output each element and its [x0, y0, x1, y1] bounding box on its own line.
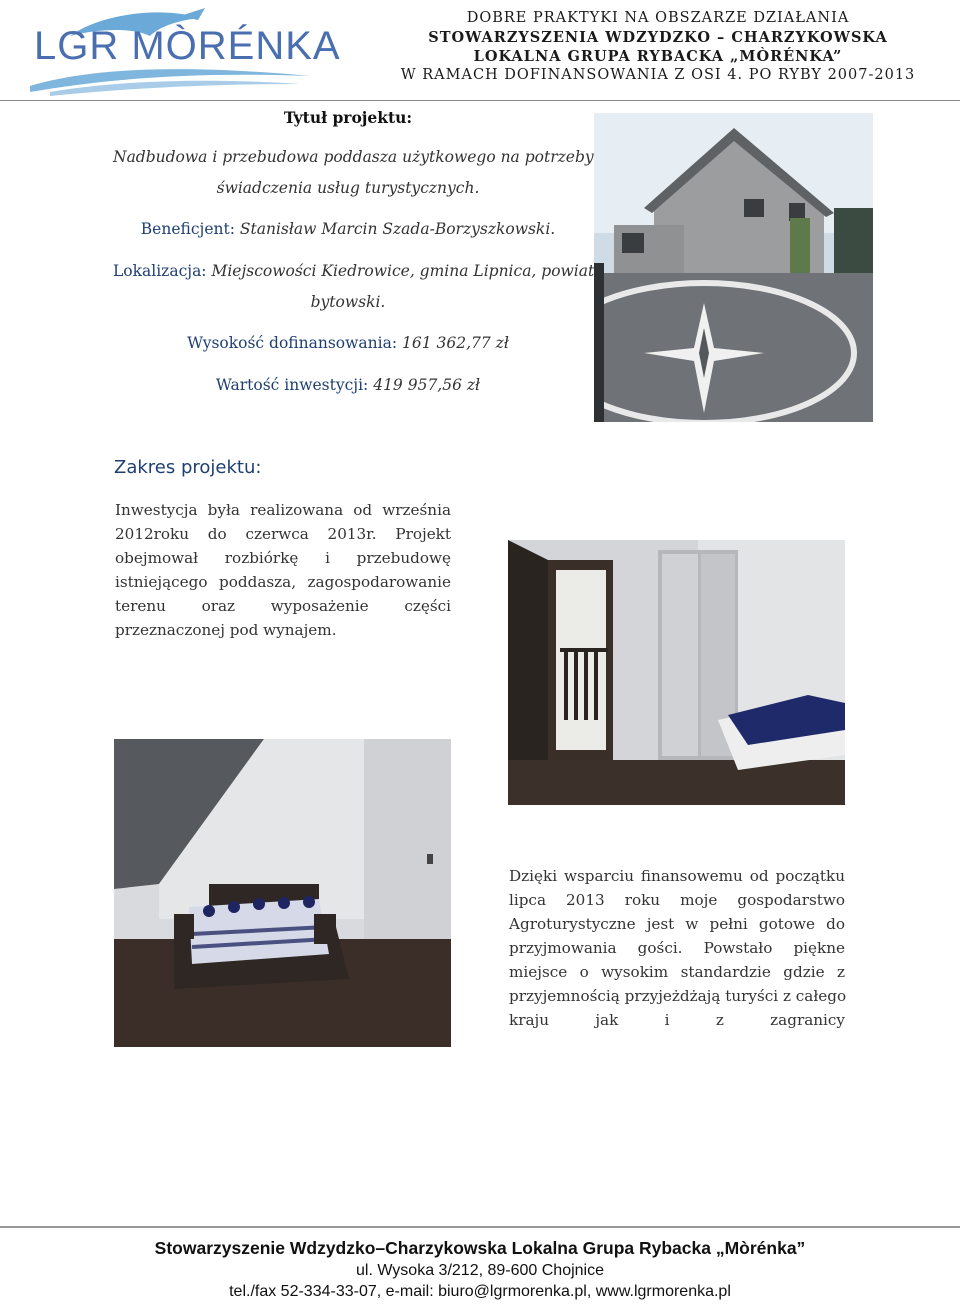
- attic-bedroom-photo: [114, 739, 451, 1047]
- footer-divider: [0, 1226, 960, 1228]
- summary-line: miejsce o wysokim standardzie gdzie z: [509, 963, 845, 981]
- footer-org-name: Stowarzyszenie Wdzydzko–Charzykowska Lokalna Grupa Rybacka „Mòrénka”: [154, 1238, 806, 1258]
- footer-contact: tel./fax 52-334-33-07, e-mail: biuro@lgrmorenka.pl, www.lgrmorenka.pl: [229, 1283, 731, 1300]
- scope-line: obejmował rozbiórkę i przebudowę: [115, 549, 451, 567]
- summary-line: Agroturystyczne jest w pełni gotowe do: [509, 915, 845, 933]
- funding: [113, 334, 583, 352]
- header-line-1: DOBRE PRAKTYKI NA OBSZARZE DZIAŁANIA: [466, 10, 850, 26]
- summary-line: przyjmowania gości. Powstało piękne: [509, 939, 845, 957]
- scope-line: 2012roku do czerwca 2013r. Projekt: [115, 525, 451, 543]
- scope-heading: Zakres projektu:: [114, 457, 262, 478]
- summary-line: lipca 2013 roku moje gospodarstwo: [509, 891, 845, 909]
- scope-line: przeznaczonej pod wynajem.: [115, 621, 337, 639]
- funding-label: Wysokość dofinansowania:: [187, 334, 398, 352]
- scope-line: terenu oraz wyposażenie części: [115, 597, 451, 615]
- scope-text: [115, 498, 451, 642]
- scope-line: istniejącego poddasza, zagospodarowanie: [115, 573, 451, 591]
- header-block: [378, 9, 938, 85]
- doorway-bedroom-photo: [508, 540, 845, 805]
- beneficiary: [113, 220, 583, 238]
- investment-label: Wartość inwestycji:: [215, 376, 369, 394]
- logo-text: LGR MÒRÉNKA: [34, 24, 341, 68]
- investment-value: 419 957,56 zł: [373, 376, 481, 394]
- location-value: Miejscowości Kiedrowice, gmina Lipnica, powiat: [211, 262, 595, 280]
- header-line-2: STOWARZYSZENIA WDZYDZKO – CHARZYKOWSKA: [428, 29, 888, 46]
- house-exterior-photo: [594, 113, 873, 422]
- summary-line: Dzięki wsparciu finansowemu od początku: [509, 867, 845, 885]
- title-line-1: Nadbudowa i przebudowa poddasza użytkowego na potrzeby: [113, 148, 594, 166]
- header-divider: [0, 100, 960, 101]
- location-value-cont: bytowski.: [310, 293, 386, 311]
- beneficiary-value: Stanisław Marcin Szada-Borzyszkowski.: [239, 220, 556, 238]
- title-line-2: świadczenia usług turystycznych.: [216, 179, 480, 197]
- funding-value: 161 362,77 zł: [401, 334, 509, 352]
- beneficiary-label: Beneficjent:: [140, 220, 235, 238]
- location: [113, 262, 595, 280]
- location-label: Lokalizacja:: [113, 262, 207, 280]
- scope-line: Inwestycja była realizowana od września: [115, 501, 451, 519]
- title-label: Tytuł projektu:: [283, 108, 413, 127]
- header-line-4: W RAMACH DOFINANSOWANIA Z OSI 4. PO RYBY 2007-2013: [400, 67, 916, 83]
- summary-text: [509, 864, 845, 1032]
- header-line-3: LOKALNA GRUPA RYBACKA „MÒRÉNKA”: [473, 48, 843, 65]
- summary-line: kraju jak i z zagranicy: [509, 1011, 845, 1029]
- footer-address: ul. Wysoka 3/212, 89-600 Chojnice: [356, 1262, 604, 1279]
- summary-line: przyjemnością przyjeżdżają turyści z całego: [509, 987, 847, 1005]
- investment: [113, 376, 583, 394]
